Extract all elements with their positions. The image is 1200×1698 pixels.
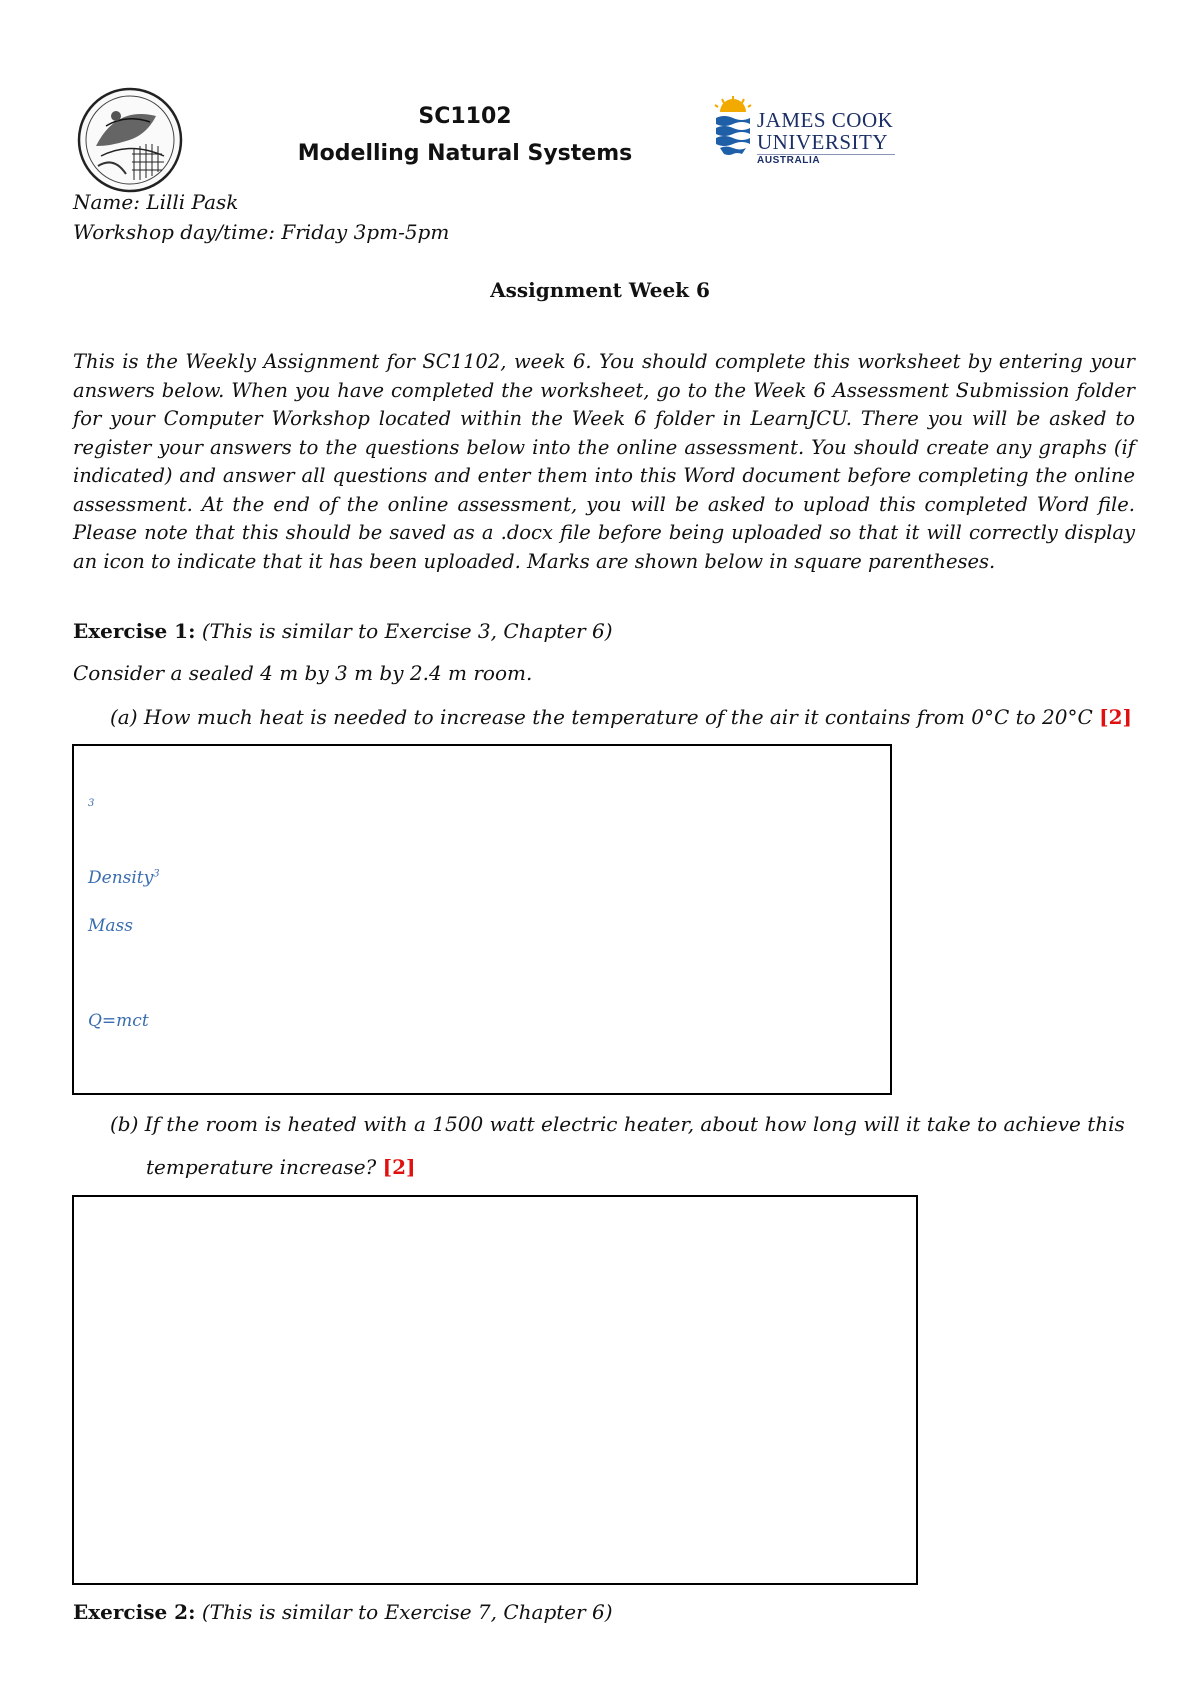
answer-box-1b[interactable] (72, 1195, 918, 1585)
assignment-title: Assignment Week 6 (490, 278, 710, 302)
question-1a-marks: [2] (1099, 705, 1132, 729)
university-country: AUSTRALIA (757, 155, 821, 166)
workshop-time: Workshop day/time: Friday 3pm-5pm (73, 220, 450, 244)
school-seal-icon (76, 86, 184, 194)
intro-paragraph: This is the Weekly Assignment for SC1102, week 6. You should complete this worksheet by entering your answers below. When you have completed the worksheet, go to the Week 6 Assessment Submission folder for your Computer Workshop located within the Week 6 folder in LearnJCU. There you will be asked to register your answers to the questions below into the online assessment. You should create any graphs (if indicated) and answer all questions and enter them into this Word document before completing the online assessment. At the end of the online assessment, you will be asked to upload this completed Word file. Please note that this should be saved as a .docx file before being uploaded so that it will correctly display an icon to indicate that it has been uploaded. Marks are shown below in square parentheses. (73, 350, 1135, 573)
exercise-1-context: Consider a sealed 4 m by 3 m by 2.4 m room. (73, 661, 533, 685)
exercise-2-label: Exercise 2: (73, 1600, 196, 1624)
university-name-line1: JAMES COOK (757, 108, 894, 132)
answer-mass: Mass (88, 916, 133, 936)
university-logo (712, 92, 902, 174)
exercise-2-note: (This is similar to Exercise 7, Chapter 6) (201, 1600, 613, 1624)
course-title: Modelling Natural Systems (297, 141, 633, 166)
question-1b-marks: [2] (382, 1155, 416, 1179)
answer-density-label: Density (88, 868, 154, 888)
answer-density-sup: 3 (153, 868, 160, 880)
question-1b-text: temperature increase? (146, 1155, 377, 1179)
question-1b-line2 (146, 1155, 415, 1179)
university-crest-icon (712, 96, 754, 166)
question-1b-line1: (b) If the room is heated with a 1500 watt electric heater, about how long will it take to achieve this (110, 1112, 1125, 1136)
answer-box-1a[interactable] (72, 744, 892, 1095)
question-1a (110, 705, 1132, 729)
exercise-2-heading (73, 1600, 613, 1624)
answer-superscript: 3 (88, 798, 95, 809)
answer-density (88, 868, 160, 888)
student-name: Name: Lilli Pask (73, 190, 239, 214)
exercise-1-heading (73, 619, 613, 643)
course-code: SC1102 (418, 104, 512, 129)
question-1a-text: (a) How much heat is needed to increase the temperature of the air it contains from 0°C to 20°C (110, 705, 1093, 729)
answer-formula: Q=mct (88, 1011, 149, 1031)
university-name-line2: UNIVERSITY (757, 130, 888, 154)
exercise-1-label: Exercise 1: (73, 619, 196, 643)
exercise-1-note: (This is similar to Exercise 3, Chapter 6) (201, 619, 613, 643)
